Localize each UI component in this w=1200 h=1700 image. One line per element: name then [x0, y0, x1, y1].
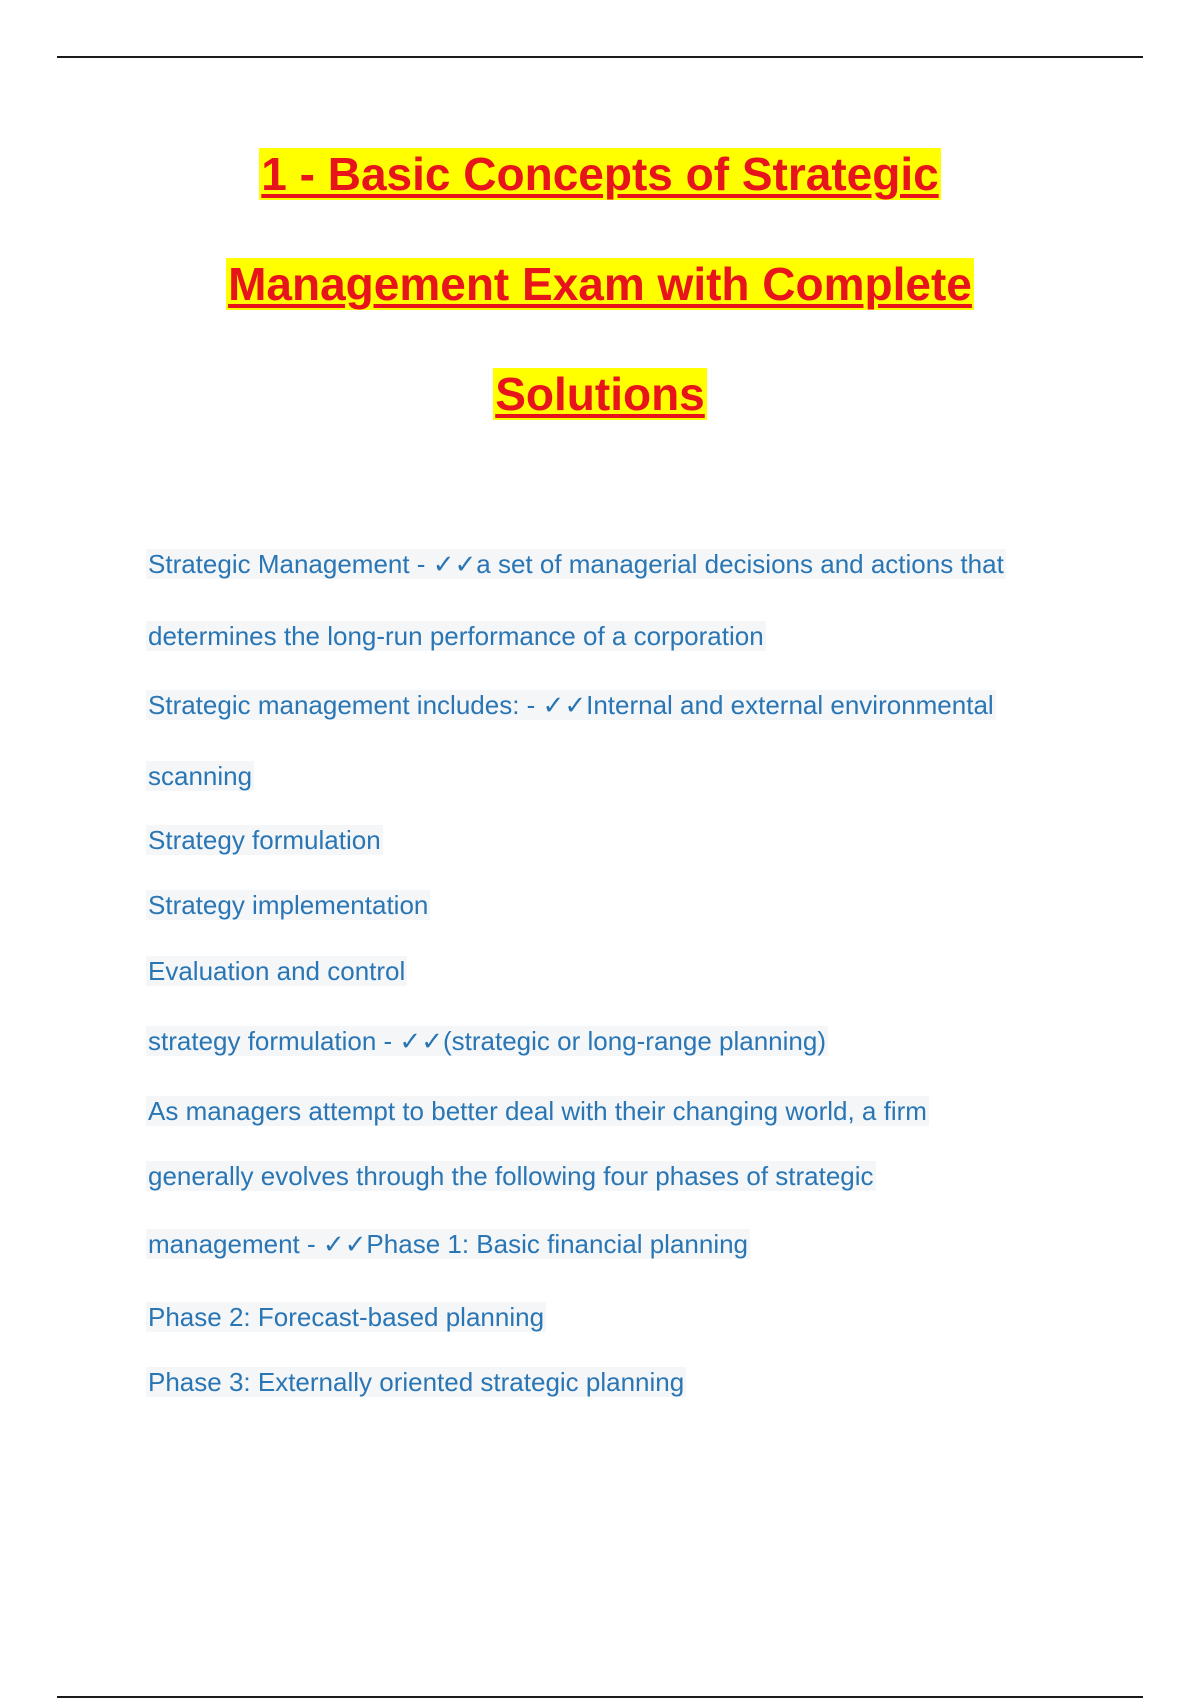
body-text: scanning — [148, 761, 253, 791]
title-text-2: Management Exam with Complete — [228, 258, 972, 310]
body-text: generally evolves through the following four phases of strategic — [148, 1161, 874, 1191]
body-line-12 — [146, 1300, 546, 1334]
body-line-4 — [146, 759, 254, 793]
body-line-5 — [146, 823, 383, 857]
body-text: Phase 2: Forecast-based planning — [148, 1302, 545, 1332]
title-line-2 — [0, 256, 1200, 312]
top-divider — [57, 56, 1143, 58]
title-text-1: 1 - Basic Concepts of Strategic — [261, 148, 939, 200]
body-text: Strategic management includes: - ✓✓Internal and external environmental — [148, 690, 994, 720]
body-line-9 — [146, 1094, 929, 1128]
body-text: Evaluation and control — [148, 956, 406, 986]
title-line-3 — [0, 366, 1200, 422]
body-line-13 — [146, 1365, 686, 1399]
body-text: Strategy implementation — [148, 890, 429, 920]
body-line-6 — [146, 888, 430, 922]
body-text: determines the long-run performance of a corporation — [148, 621, 764, 651]
body-text: strategy formulation - ✓✓(strategic or long-range planning) — [148, 1026, 826, 1056]
body-line-7 — [146, 954, 407, 988]
body-line-2 — [146, 619, 766, 653]
body-text: management - ✓✓Phase 1: Basic financial planning — [148, 1229, 749, 1259]
body-text: Phase 3: Externally oriented strategic planning — [148, 1367, 685, 1397]
title-text-3: Solutions — [495, 368, 705, 420]
body-line-1 — [146, 547, 1006, 581]
body-text: Strategy formulation — [148, 825, 381, 855]
title-line-1 — [0, 146, 1200, 202]
body-text: As managers attempt to better deal with their changing world, a firm — [148, 1096, 927, 1126]
body-text: Strategic Management - ✓✓a set of managerial decisions and actions that — [148, 549, 1004, 579]
body-line-11 — [146, 1227, 750, 1261]
body-line-10 — [146, 1159, 876, 1193]
bottom-divider — [57, 1696, 1143, 1698]
body-line-8 — [146, 1024, 828, 1058]
body-line-3 — [146, 688, 996, 722]
